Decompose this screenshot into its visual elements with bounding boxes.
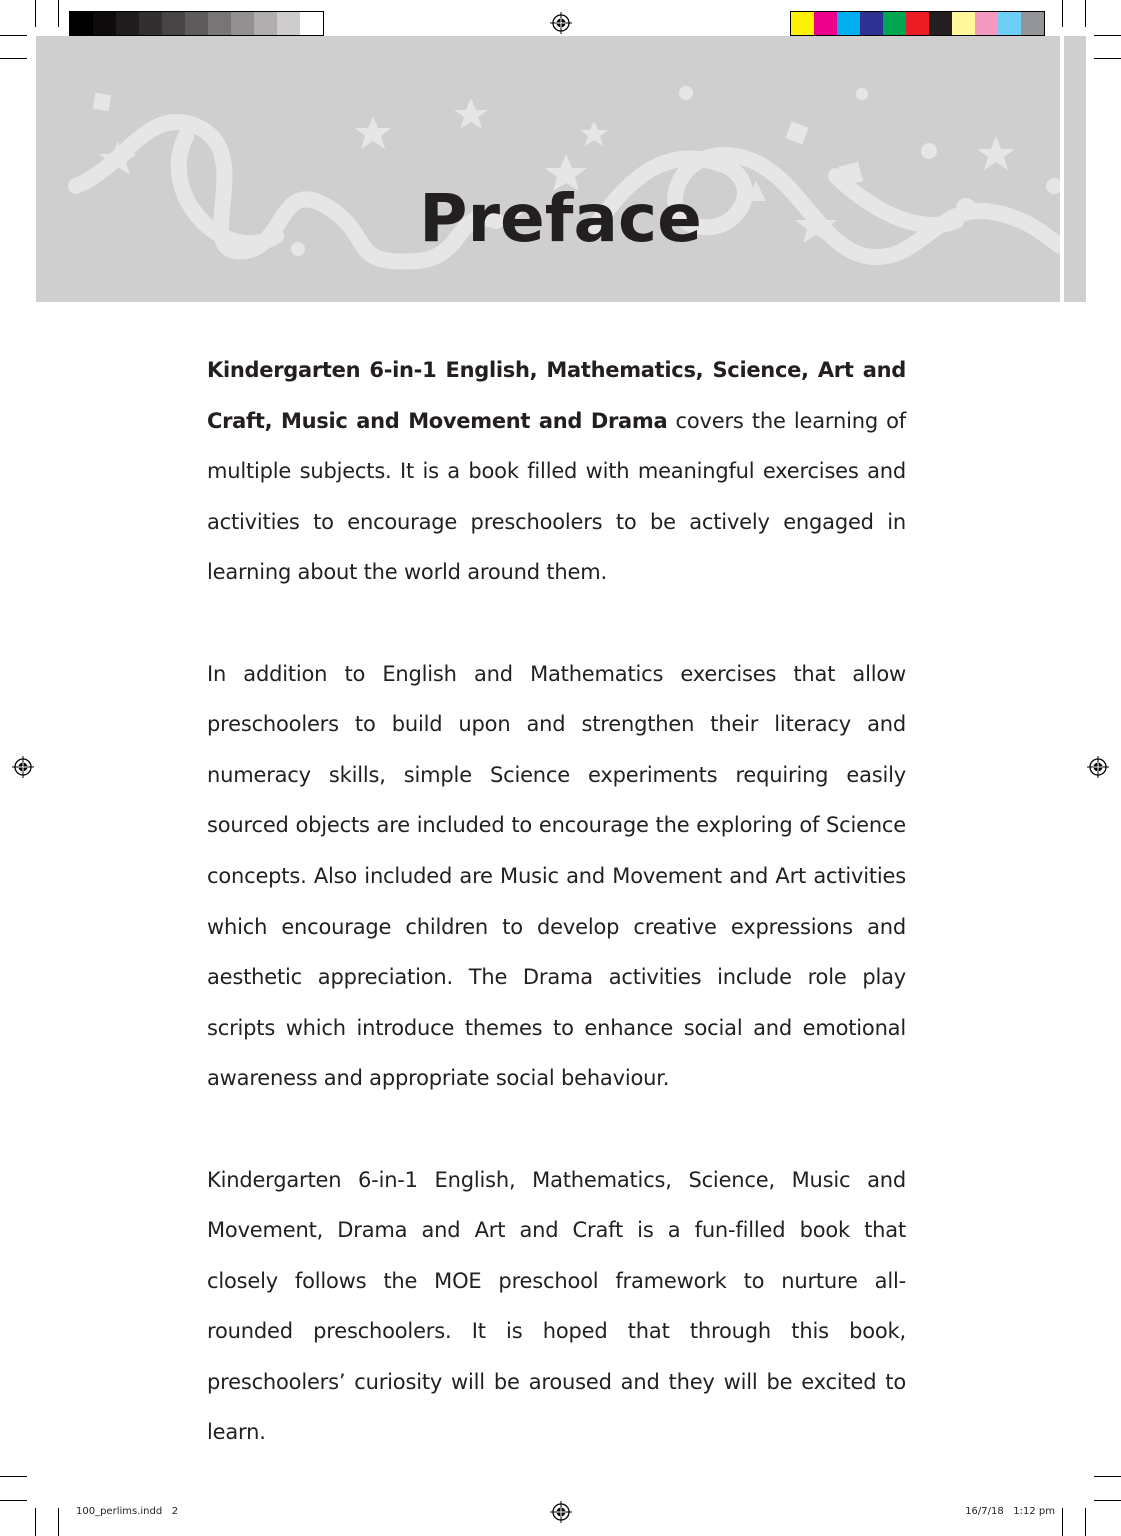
color-swatch xyxy=(929,12,952,35)
paragraph-text: Kindergarten 6-in-1 English, Mathematics, Science, Music and Movement, Drama and Art and Craft is a fun-filled book that closely follows the MOE preschool framework to nurture all-rounded preschoolers. It is hoped that through this book, preschoolers’ curiosity will be aroused and they will be excited to learn. xyxy=(207,1167,906,1445)
paragraph-3 xyxy=(207,1155,906,1459)
color-swatch xyxy=(300,12,323,35)
color-swatch xyxy=(116,12,139,35)
paragraph-text: covers the learning of multiple subjects. It is a book filled with meaningful exercises and activities to encourage preschoolers to be actively engaged in learning about the world around them. xyxy=(207,408,906,585)
paragraph-1 xyxy=(207,345,906,598)
book-title-lead: Kindergarten 6-in-1 English, Mathematics, Science, Art and Craft, Music and Movement and Drama xyxy=(207,358,906,433)
registration-target-icon xyxy=(12,756,34,778)
color-swatch xyxy=(162,12,185,35)
crop-mark xyxy=(0,58,27,59)
stars-and-swirls-decoration xyxy=(36,36,1060,302)
color-swatch xyxy=(814,12,837,35)
color-swatch xyxy=(998,12,1021,35)
color-swatch xyxy=(185,12,208,35)
crop-mark xyxy=(0,1500,27,1501)
crop-mark xyxy=(58,1508,59,1536)
crop-mark xyxy=(35,0,36,27)
crop-mark xyxy=(35,1508,36,1536)
paragraph-text: In addition to English and Mathematics exercises that allow preschoolers to build upon and strengthen their literacy and numeracy skills, simple Science experiments requiring easily sourced objects are included to encourage the exploring of Science concepts. Also included are Music and Movement and Art activities which encourage children to develop creative expressions and aesthetic appreciation. The Drama activities include role play scripts which introduce themes to enhance social and emotional awareness and appropriate social behaviour. xyxy=(207,661,906,1091)
crop-mark xyxy=(1085,0,1086,27)
crop-mark xyxy=(0,1476,27,1477)
process-color-bar xyxy=(790,11,1045,36)
color-swatch xyxy=(231,12,254,35)
color-swatch xyxy=(952,12,975,35)
color-swatch xyxy=(1021,12,1044,35)
color-swatch xyxy=(93,12,116,35)
color-swatch xyxy=(837,12,860,35)
crop-mark xyxy=(58,0,59,27)
crop-mark xyxy=(1062,1508,1063,1536)
color-swatch xyxy=(883,12,906,35)
crop-mark xyxy=(1094,1476,1121,1477)
crop-mark xyxy=(1085,1508,1086,1536)
crop-mark xyxy=(0,35,27,36)
slug-datetime: 16/7/18 1:12 pm xyxy=(965,1506,1055,1517)
color-swatch xyxy=(791,12,814,35)
registration-target-icon xyxy=(1087,756,1109,778)
registration-target-icon xyxy=(550,12,572,34)
crop-mark xyxy=(1094,35,1121,36)
greyscale-color-bar xyxy=(69,11,324,36)
color-swatch xyxy=(70,12,93,35)
color-swatch xyxy=(277,12,300,35)
crop-mark xyxy=(1094,58,1121,59)
color-swatch xyxy=(139,12,162,35)
color-swatch xyxy=(208,12,231,35)
page-title: Preface xyxy=(419,180,702,257)
color-swatch xyxy=(860,12,883,35)
color-swatch xyxy=(254,12,277,35)
paragraph-2 xyxy=(207,649,906,1104)
header-band xyxy=(36,36,1060,302)
header-bleed-strip xyxy=(1064,36,1086,302)
color-swatch xyxy=(975,12,998,35)
crop-mark xyxy=(1062,0,1063,27)
preface-body xyxy=(207,345,906,1509)
crop-mark xyxy=(1094,1500,1121,1501)
color-swatch xyxy=(906,12,929,35)
slug-filename: 100_perlims.indd 2 xyxy=(76,1506,179,1517)
